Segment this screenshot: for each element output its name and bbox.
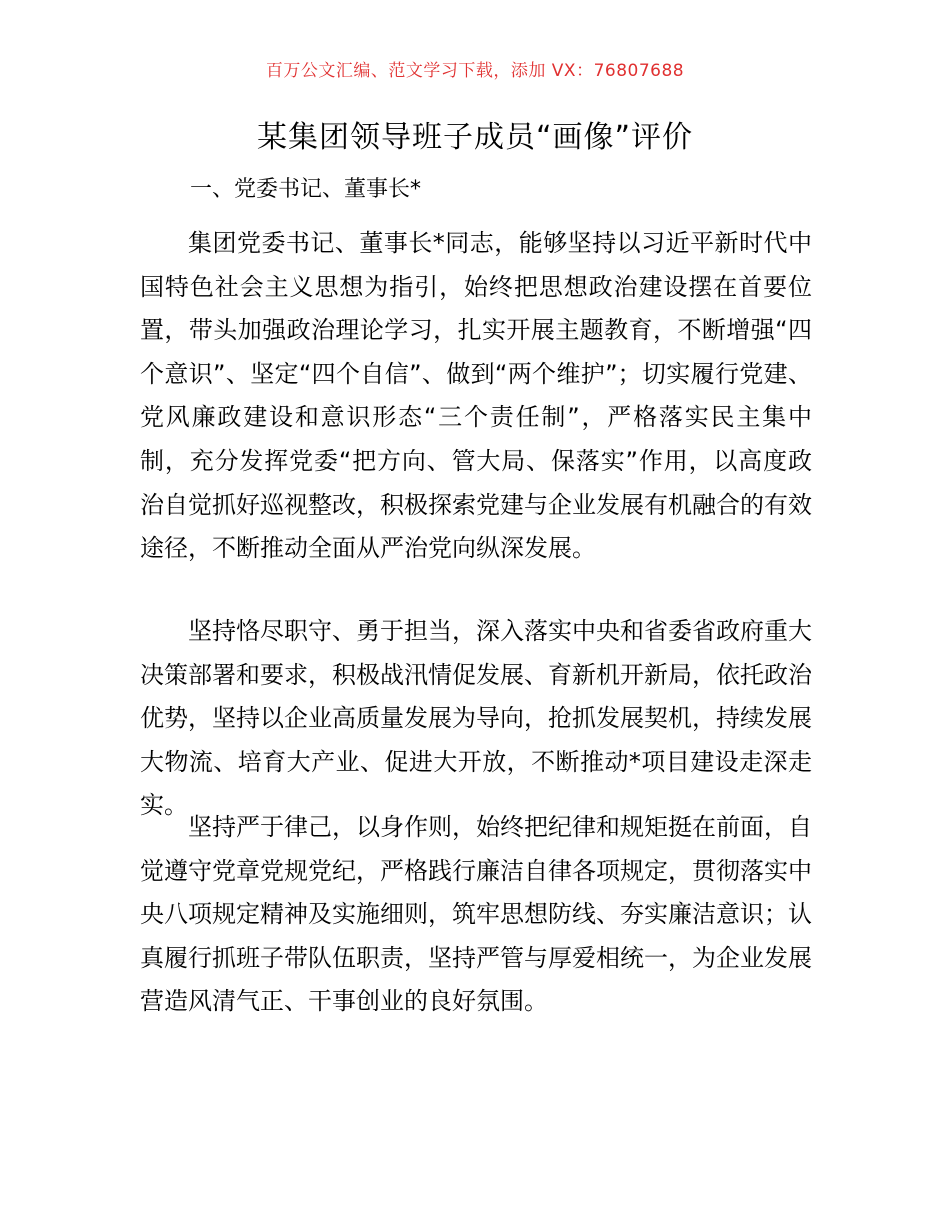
watermark-header: 百万公文汇编、范文学习下载，添加 VX：76807688	[265, 61, 685, 81]
document-title: 某集团领导班子成员“画像”评价	[256, 120, 694, 155]
paragraph-3: 坚持严于律己，以身作则，始终把纪律和规矩挺在前面，自觉遵守党章党规党纪，严格践行廉洁自律各项规定，贯彻落实中央八项规定精神及实施细则，筑牢思想防线、夯实廉洁意识；认真履行抓班子带队伍职责，坚持严管与厚爱相统一，为企业发展营造风清气正、干事创业的良好氛围。	[140, 813, 812, 1016]
section-heading: 一、党委书记、董事长*	[190, 177, 422, 202]
paragraph-2: 坚持恪尽职守、勇于担当，深入落实中央和省委省政府重大决策部署和要求，积极战汛情促发展、育新机开新局，依托政治优势，坚持以企业高质量发展为导向，抢抓发展契机，持续发展大物流、培育大产业、促进大开放，不断推动*项目建设走深走实。	[140, 617, 812, 820]
paragraph-1: 集团党委书记、董事长*同志，能够坚持以习近平新时代中国特色社会主义思想为指引，始终把思想政治建设摆在首要位置，带头加强政治理论学习，扎实开展主题教育，不断增强“四个意识”、坚定“四个自信”、做到“两个维护”；切实履行党建、党风廉政建设和意识形态“三个责任制”，严格落实民主集中制，充分发挥党委“把方向、管大局、保落实”作用，以高度政治自觉抓好巡视整改，积极探索党建与企业发展有机融合的有效途径，不断推动全面从严治党向纵深发展。	[140, 229, 812, 563]
